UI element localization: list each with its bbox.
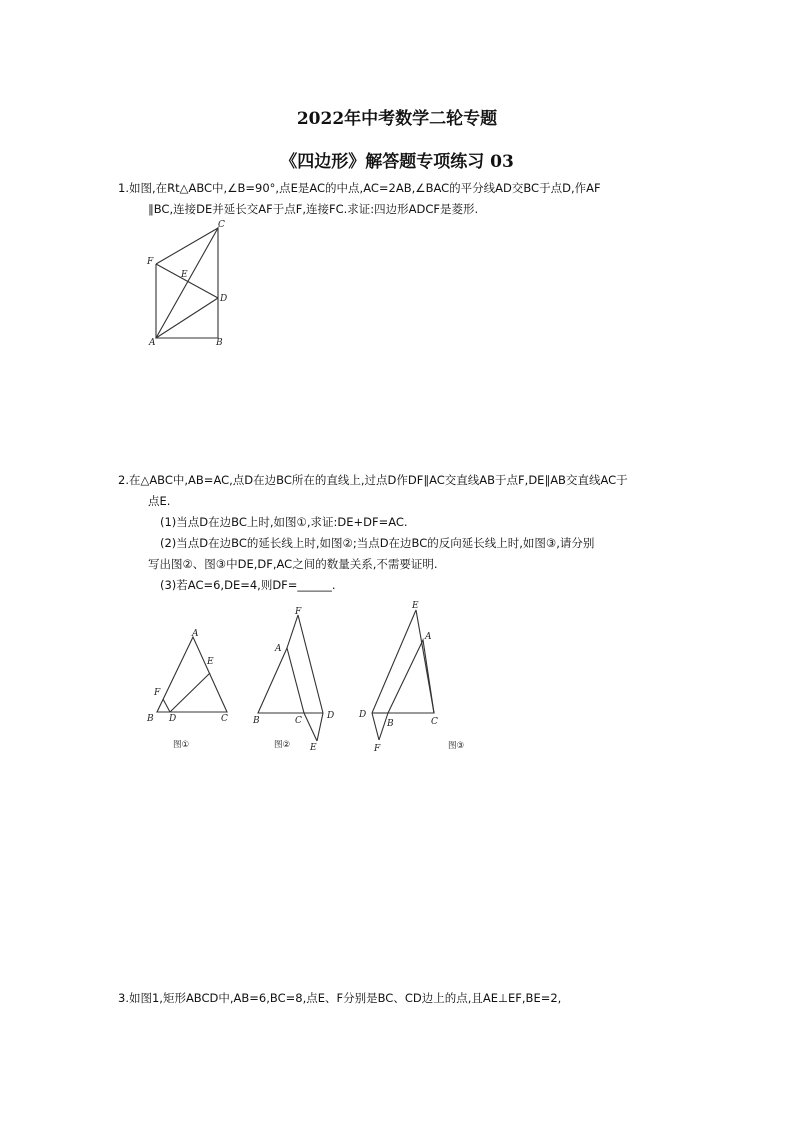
triangle-abc [258, 648, 304, 713]
fig1-label-c: C [221, 714, 228, 724]
extension-af [287, 615, 298, 648]
segment-fc [156, 228, 218, 264]
fig2-label-a: A [275, 644, 282, 654]
q2-figure-2 [250, 605, 350, 755]
fig2-label-b: B [253, 716, 260, 726]
q2-line-6: (3)若AC=6,DE=4,则DF=______. [160, 578, 336, 592]
q1-label-a: A [149, 338, 156, 348]
q3-line-1: 3.如图1,矩形ABCD中,AB=6,BC=8,点E、F分别是BC、CD边上的点,且AE⊥EF,BE=2, [118, 991, 562, 1005]
fig3-label-f: F [374, 744, 381, 754]
q1-label-b: B [216, 338, 223, 348]
fig1-label-b: B [147, 714, 154, 724]
fig1-label-e: E [207, 657, 214, 667]
fig1-label-f: F [154, 688, 161, 698]
segment-fd [298, 615, 323, 713]
fig1-label-d: D [169, 714, 177, 724]
fig3-label-d: D [359, 710, 367, 720]
q1-label-e: E [181, 270, 188, 280]
fig3-label-c: C [431, 717, 438, 727]
fig2-label-e: E [310, 743, 317, 753]
segment-ec [416, 610, 434, 713]
fig3-caption: 图③ [448, 741, 465, 751]
q2-line-4: (2)当点D在边BC的延长线上时,如图②;当点D在边BC的反向延长线上时,如图③,请分别 [160, 536, 595, 550]
segment-de [317, 713, 323, 741]
triangle-abc [156, 228, 218, 338]
fig2-label-d: D [327, 711, 335, 721]
q2-line-5: 写出图②、图③中DE,DF,AC之间的数量关系,不需要证明. [148, 557, 438, 571]
fig2-caption: 图② [274, 740, 291, 750]
fig2-label-f: F [295, 607, 302, 617]
segment-df [163, 699, 170, 712]
q1-line-1: 1.如图,在Rt△ABC中,∠B=90°,点E是AC的中点,AC=2AB,∠BAC的平分线AD交BC于点D,作AF [118, 181, 601, 195]
title-line-1: 2022年中考数学二轮专题 [296, 109, 498, 129]
fig2-label-c: C [295, 716, 302, 726]
q1-label-c: C [218, 220, 225, 230]
segment-ad [156, 298, 218, 338]
q2-line-3: (1)当点D在边BC上时,如图①,求证:DE+DF=AC. [160, 515, 408, 529]
q2-figure-1 [145, 625, 240, 755]
fig3-label-b: B [387, 719, 394, 729]
segment-ed [372, 610, 416, 713]
fig1-caption: 图① [173, 740, 190, 750]
segment-df [372, 713, 379, 740]
title-line-2: 《四边形》解答题专项练习 03 [280, 152, 514, 172]
extension-ce [304, 713, 317, 741]
q1-label-f: F [147, 257, 154, 267]
q1-label-d: D [220, 294, 228, 304]
fig1-label-a: A [192, 629, 199, 639]
q2-line-2: 点E. [148, 494, 171, 508]
segment-de [170, 673, 210, 712]
q1-figure [144, 220, 236, 348]
q1-line-2: ∥BC,连接DE并延长交AF于点F,连接FC.求证:四边形ADCF是菱形. [148, 202, 479, 216]
triangle-abc [157, 637, 227, 712]
q2-line-1: 2.在△ABC中,AB=AC,点D在边BC所在的直线上,过点D作DF∥AC交直线AB于点F,DE∥AB交直线AC于 [118, 473, 628, 487]
fig3-label-a: A [425, 632, 432, 642]
fig3-label-e: E [412, 601, 419, 611]
q2-figure-3 [355, 595, 480, 760]
